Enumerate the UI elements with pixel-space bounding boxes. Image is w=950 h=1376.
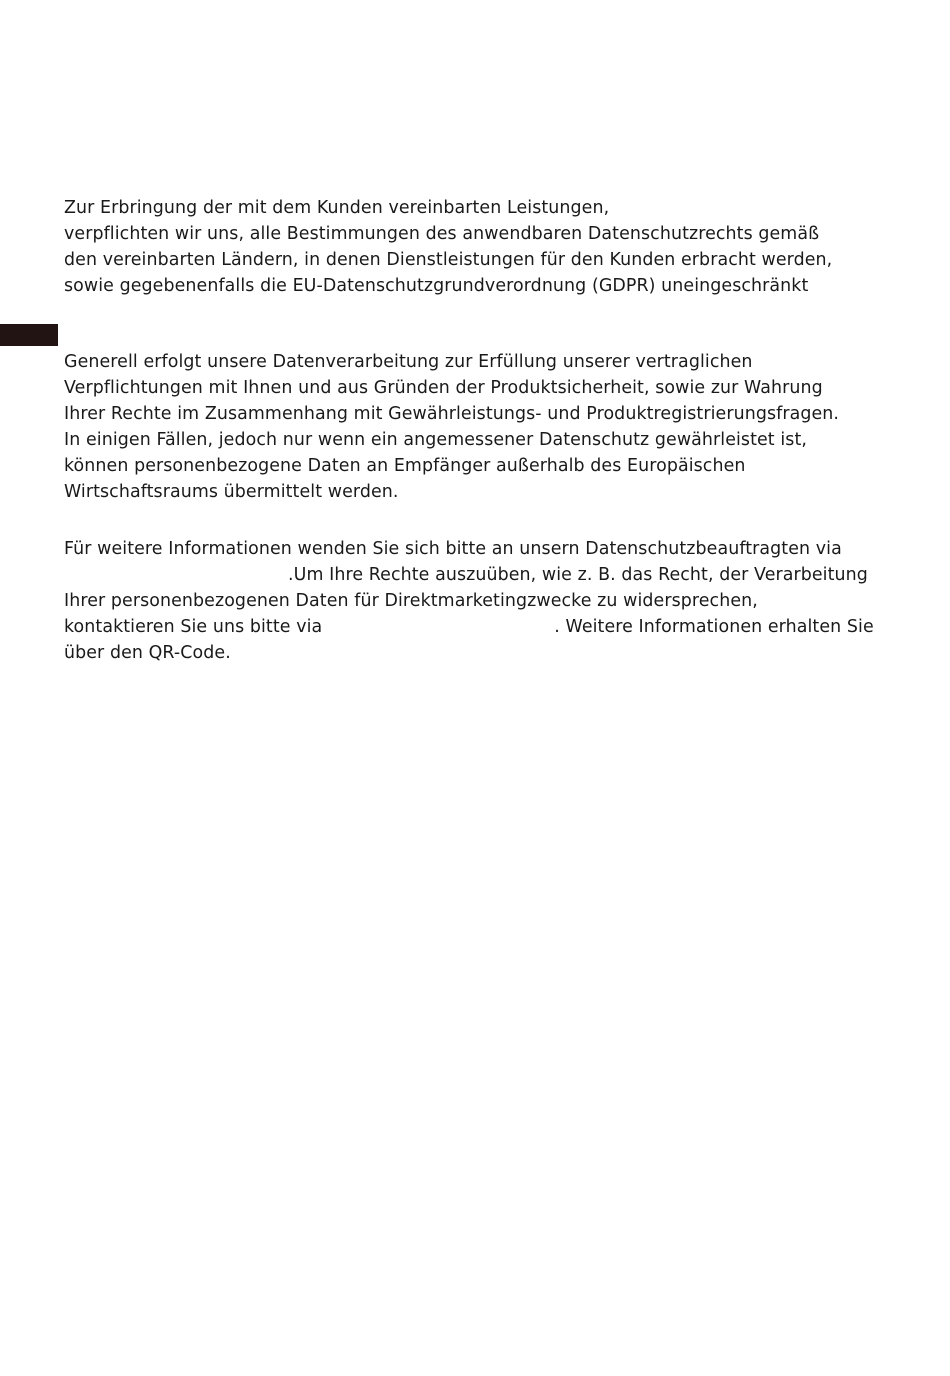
paragraph-contact-information <box>64 536 924 666</box>
paragraph-line-text: kontaktieren Sie uns bitte via <box>64 617 323 637</box>
paragraph-line: Wirtschaftsraums übermittelt werden. <box>64 482 399 502</box>
paragraph-line-text: . Weitere Informationen erhalten Sie <box>554 617 874 637</box>
paragraph-data-processing <box>64 349 924 505</box>
paragraph-line-text: .Um Ihre Rechte auszuüben, wie z. B. das Recht, der Verarbeitung <box>288 565 868 585</box>
side-tab-marker <box>0 324 58 346</box>
paragraph-line: Ihrer Rechte im Zusammenhang mit Gewährleistungs- und Produktregistrierungsfragen. <box>64 404 840 424</box>
paragraph-line: Zur Erbringung der mit dem Kunden vereinbarten Leistungen, <box>64 198 610 218</box>
paragraph-line: verpflichten wir uns, alle Bestimmungen des anwendbaren Datenschutzrechts gemäß <box>64 224 820 244</box>
paragraph-line: den vereinbarten Ländern, in denen Dienstleistungen für den Kunden erbracht werden, <box>64 250 833 270</box>
paragraph-line: sowie gegebenenfalls die EU-Datenschutzgrundverordnung (GDPR) uneingeschränkt <box>64 276 809 296</box>
paragraph-line: Für weitere Informationen wenden Sie sich bitte an unsern Datenschutzbeauftragten via <box>64 539 842 559</box>
paragraph-data-protection-commitment <box>64 195 924 299</box>
paragraph-line: Ihrer personenbezogenen Daten für Direktmarketingzwecke zu widersprechen, <box>64 591 758 611</box>
paragraph-line <box>64 614 924 640</box>
paragraph-line <box>64 562 924 588</box>
paragraph-line: können personenbezogene Daten an Empfänger außerhalb des Europäischen <box>64 456 746 476</box>
paragraph-line: über den QR-Code. <box>64 643 231 663</box>
paragraph-line: Verpflichtungen mit Ihnen und aus Gründen der Produktsicherheit, sowie zur Wahrung <box>64 378 823 398</box>
paragraph-line: Generell erfolgt unsere Datenverarbeitung zur Erfüllung unserer vertraglichen <box>64 352 753 372</box>
paragraph-line: In einigen Fällen, jedoch nur wenn ein angemessener Datenschutz gewährleistet ist, <box>64 430 807 450</box>
